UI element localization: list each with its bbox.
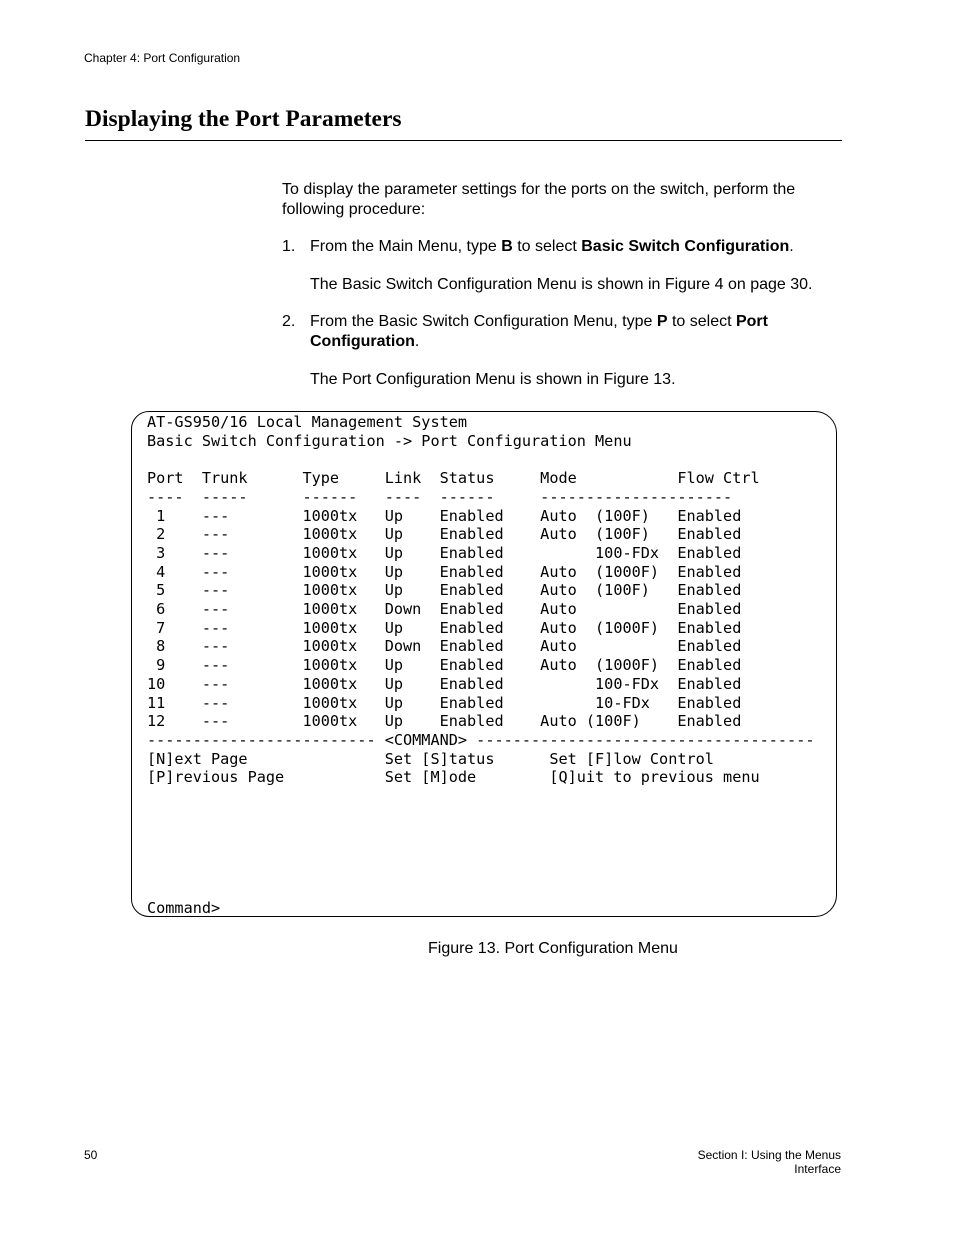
- terminal-line: 2 --- 1000tx Up Enabled Auto (100F) Enabled: [147, 525, 742, 544]
- step-1-note: The Basic Switch Configuration Menu is shown in Figure 4 on page 30.: [310, 276, 813, 293]
- section-title: Displaying the Port Parameters: [85, 106, 402, 132]
- terminal-line: Basic Switch Configuration -> Port Configuration Menu: [147, 431, 632, 450]
- terminal-line: 12 --- 1000tx Up Enabled Auto (100F) Enabled: [147, 712, 742, 731]
- terminal-line: 8 --- 1000tx Down Enabled Auto Enabled: [147, 637, 742, 656]
- terminal-line: Port Trunk Type Link Status Mode Flow Ctrl: [147, 469, 760, 488]
- running-header: Chapter 4: Port Configuration: [84, 51, 241, 65]
- terminal-line: 3 --- 1000tx Up Enabled 100-FDx Enabled: [147, 543, 742, 562]
- step-1-target: Basic Switch Configuration: [581, 238, 790, 255]
- title-rule: [85, 140, 842, 141]
- terminal-line: Command>: [147, 899, 221, 918]
- step-1-number: 1.: [282, 238, 296, 255]
- terminal-line: ---- ----- ------ ---- ------ ---------------------: [147, 487, 733, 506]
- step-2-text: From the Basic Switch Configuration Menu, type P to select Port Configuration.: [310, 313, 768, 350]
- terminal-line: 7 --- 1000tx Up Enabled Auto (1000F) Enabled: [147, 618, 742, 637]
- terminal-line: 5 --- 1000tx Up Enabled Auto (100F) Enabled: [147, 581, 742, 600]
- step-2-number: 2.: [282, 313, 296, 330]
- running-footer: Section I: Using the Menus Interface: [697, 1148, 841, 1176]
- terminal-line: 1 --- 1000tx Up Enabled Auto (100F) Enabled: [147, 506, 742, 525]
- terminal-line: 6 --- 1000tx Down Enabled Auto Enabled: [147, 600, 742, 618]
- terminal-line: 9 --- 1000tx Up Enabled Auto (1000F) Enabled: [147, 656, 742, 675]
- step-1-key: B: [501, 238, 513, 255]
- step-1-text: From the Main Menu, type B to select Basic Switch Configuration.: [310, 238, 794, 255]
- terminal-line: [N]ext Page Set [S]tatus Set [F]low Control: [147, 749, 714, 768]
- step-2-target: Port: [735, 313, 768, 330]
- intro-paragraph: To display the parameter settings for the ports on the switch, perform the following procedure:: [282, 181, 796, 218]
- step-2-note: The Port Configuration Menu is shown in Figure 13.: [310, 371, 676, 388]
- terminal-line: ------------------------- <COMMAND> -------------------------------------: [147, 730, 815, 749]
- terminal-line: 11 --- 1000tx Up Enabled 10-FDx Enabled: [147, 693, 742, 712]
- figure-caption: Figure 13. Port Configuration Menu: [428, 940, 678, 957]
- terminal-line: [P]revious Page Set [M]ode [Q]uit to previous menu: [147, 768, 760, 787]
- step-2-key: P: [656, 313, 668, 330]
- terminal-line: 10 --- 1000tx Up Enabled 100-FDx Enabled: [147, 674, 742, 693]
- terminal-line: AT-GS950/16 Local Management System: [147, 413, 468, 431]
- terminal-line: 4 --- 1000tx Up Enabled Auto (1000F) Enabled: [147, 562, 742, 581]
- page-number: 50: [84, 1148, 98, 1162]
